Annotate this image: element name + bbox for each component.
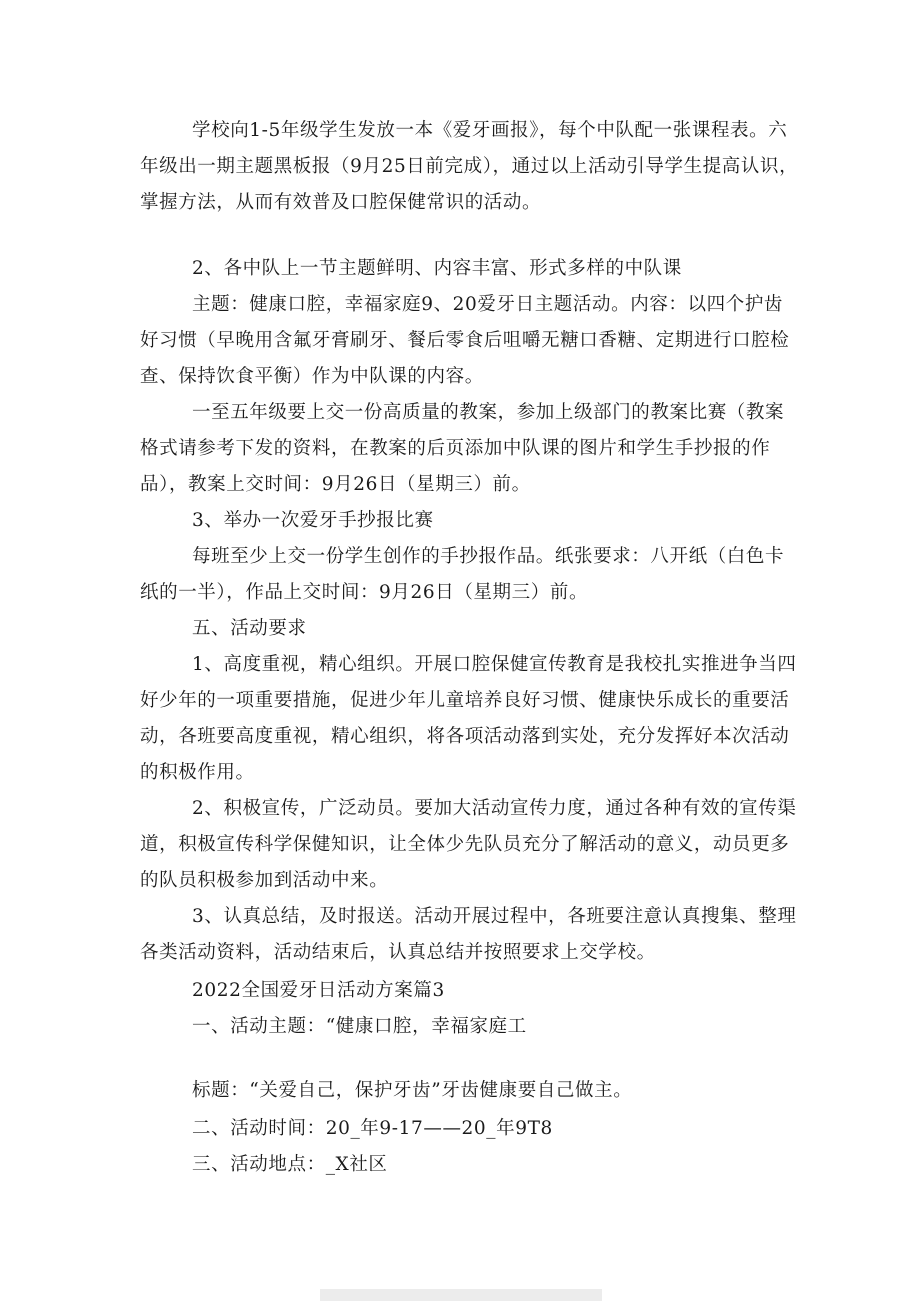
paragraph-class-theme: 主题：健康口腔，幸福家庭9、20爱牙日主题活动。内容：以四个护齿好习惯（早晚用含氟牙膏刷牙、餐后零食后咀嚼无糖口香糖、定期进行口腔检查、保持饮食平衡）作为中队课的内容。: [140, 294, 790, 387]
activity-location-line: 三、活动地点：_X社区: [192, 1154, 388, 1175]
paragraph-requirement-1: 1、高度重视，精心组织。开展口腔保健宣传教育是我校扎实推进争当四好少年的一项重要措施，促进少年儿童培养良好习惯、健康快乐成长的重要活动，各班要高度重视，精心组织，将各项活动落到实处，充分发挥好本次活动的积极作用。: [140, 654, 797, 783]
paragraph-requirement-3: 3、认真总结，及时报送。活动开展过程中，各班要注意认真搜集、整理各类活动资料，活动结束后，认真总结并按照要求上交学校。: [140, 906, 797, 963]
section-title-plan-3: 2022全国爱牙日活动方案篇3: [192, 980, 445, 1001]
paragraph-lesson-plan: 一至五年级要上交一份高质量的教案，参加上级部门的教案比赛（教案格式请参考下发的资料，在教案的后页添加中队课的图片和学生手抄报的作品），教案上交时间：9月26日（星期三）前。: [140, 402, 785, 495]
page-footer-strip: [320, 1289, 602, 1301]
paragraph-poster-distribution: 学校向1-5年级学生发放一本《爱牙画报》，每个中队配一张课程表。六年级出一期主题黑板报（9月25日前完成），通过以上活动引导学生提高认识，掌握方法，从而有效普及口腔保健常识的活动。: [140, 120, 799, 213]
activity-theme-line: 一、活动主题：“健康口腔，幸福家庭工: [192, 1016, 527, 1037]
slogan-line: 标题：“关爱自己，保护牙齿”牙齿健康要自己做主。: [192, 1080, 633, 1101]
paragraph-newspaper-requirements: 每班至少上交一份学生创作的手抄报作品。纸张要求：八开纸（白色卡纸的一半），作品上交时间：9月26日（星期三）前。: [140, 546, 785, 603]
heading-squad-class: 2、各中队上一节主题鲜明、内容丰富、形式多样的中队课: [192, 258, 682, 279]
activity-time-line: 二、活动时间：20_年9-17——20_年9T8: [192, 1118, 553, 1139]
heading-activity-requirements: 五、活动要求: [192, 618, 307, 639]
paragraph-requirement-2: 2、积极宣传，广泛动员。要加大活动宣传力度，通过各种有效的宣传渠道，积极宣传科学保健知识，让全体少先队员充分了解活动的意义，动员更多的队员积极参加到活动中来。: [140, 798, 797, 891]
heading-handwritten-newspaper: 3、举办一次爱牙手抄报比赛: [192, 510, 434, 531]
